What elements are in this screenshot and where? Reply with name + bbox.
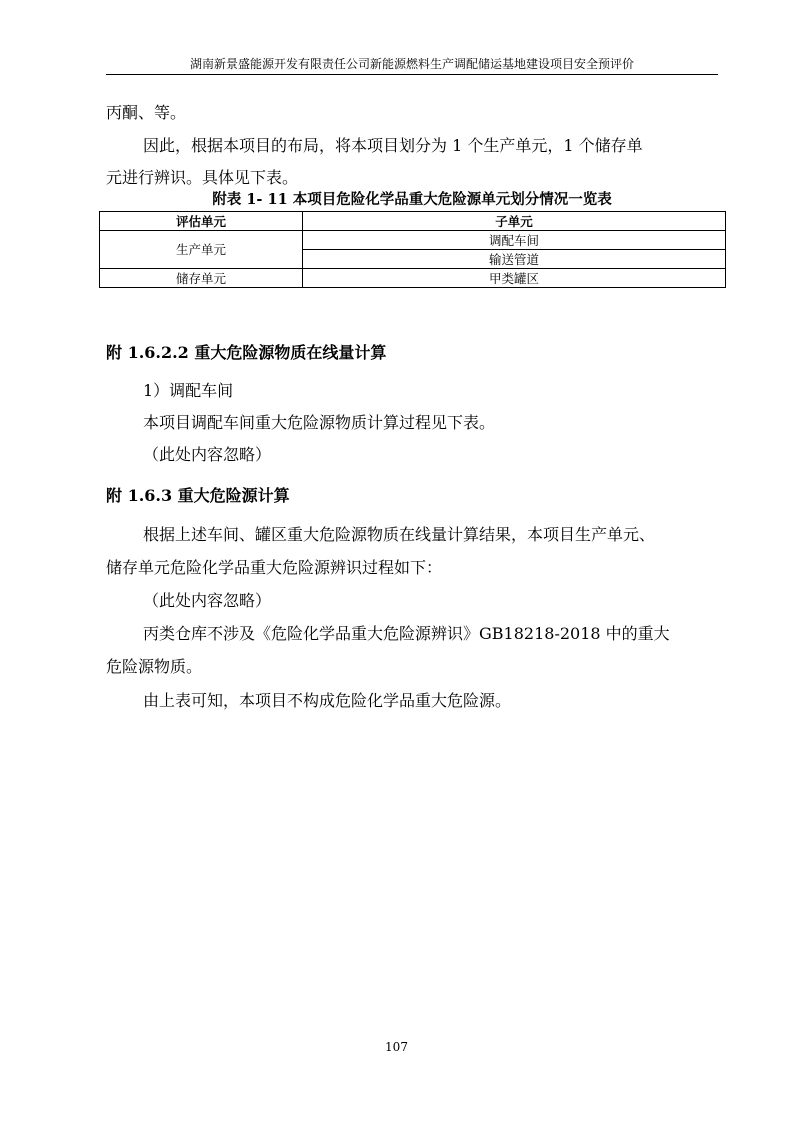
- table-row: [100, 231, 726, 250]
- table-header-row: [100, 212, 726, 231]
- header-subunit: 子单元: [303, 212, 726, 231]
- paragraph-warehouse-line1: 丙类仓库不涉及《危险化学品重大危险源辨识》GB18218-2018 中的重大: [143, 624, 670, 643]
- page-number: 107: [385, 1040, 408, 1054]
- table-caption: 附表 1- 11 本项目危险化学品重大危险源单元划分情况一览表: [212, 191, 612, 208]
- page-header: 湖南新景盛能源开发有限责任公司新能源燃料生产调配储运基地建设项目安全预评价: [189, 57, 634, 71]
- subunit-cell: 输送管道: [303, 250, 726, 269]
- paragraph-warehouse-line2: 危险源物质。: [106, 657, 203, 676]
- omitted-note: （此处内容忽略）: [143, 591, 272, 610]
- paragraph-result-line2: 储存单元危险化学品重大危险源辨识过程如下：: [106, 558, 443, 577]
- unit-cell-production: 生产单元: [100, 231, 303, 269]
- paragraph-division-line2: 元进行辨识。具体见下表。: [106, 168, 299, 187]
- section-heading-163: 附 1.6.3 重大危险源计算: [106, 486, 290, 505]
- paragraph-division-line1: 因此，根据本项目的布局，将本项目划分为 1 个生产单元，1 个储存单: [143, 136, 643, 155]
- header-unit: 评估单元: [100, 212, 303, 231]
- paragraph-conclusion: 由上表可知，本项目不构成危险化学品重大危险源。: [143, 691, 512, 710]
- header-divider: [106, 74, 718, 75]
- paragraph-result-line1: 根据上述车间、罐区重大危险源物质在线量计算结果，本项目生产单元、: [143, 525, 656, 544]
- item-blending-workshop: 1）调配车间: [143, 381, 234, 400]
- unit-cell-storage: 储存单元: [100, 269, 303, 288]
- subunit-cell: 调配车间: [303, 231, 726, 250]
- omitted-note: （此处内容忽略）: [143, 445, 272, 464]
- unit-division-table: [99, 211, 726, 288]
- paragraph-calculation: 本项目调配车间重大危险源物质计算过程见下表。: [143, 413, 496, 432]
- section-heading-1622: 附 1.6.2.2 重大危险源物质在线量计算: [106, 343, 387, 362]
- table-row: [100, 269, 726, 288]
- subunit-cell: 甲类罐区: [303, 269, 726, 288]
- paragraph-acetone: 丙酮、等。: [106, 103, 187, 122]
